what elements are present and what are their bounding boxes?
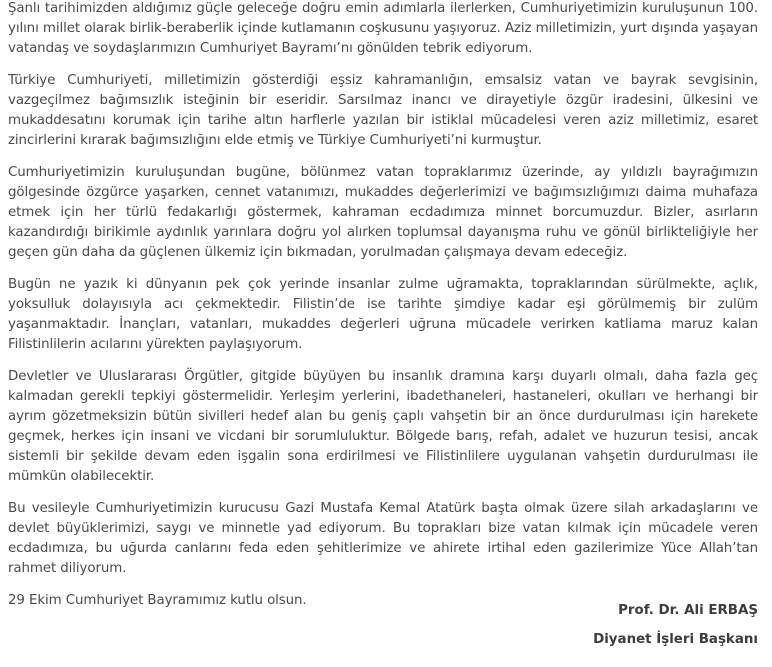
signature-name: Prof. Dr. Ali ERBAŞ [618,603,758,618]
message-paragraph-2: Türkiye Cumhuriyeti, milletimizin gösterdiği eşsiz kahramanlığın, emsalsiz vatan ve bayrak sevgisinin, vazgeçilmez bağımsızlık isteğinin bir eseridir. Sarsılmaz inancı ve dirayetiyle özgür iradesini, ülkesini ve mukaddesatını korumak için tarihe altın harflerle yazılan bir istiklal mücadelesi veren aziz milletimiz, esaret zincirlerini kırarak bağımsızlığını elde etmiş ve Türkiye Cumhuriyeti’ni kurmuştur. [8,73,758,148]
message-paragraph-6: Bu vesileyle Cumhuriyetimizin kurucusu Gazi Mustafa Kemal Atatürk başta olmak üzere silah arkadaşlarını ve devlet büyüklerimizi, saygı ve minnetle yad ediyorum. Bu toprakları bize vatan kılmak için mücadele veren ecdadımıza, bu uğurda canlarını feda eden şehitlerimize ve ahirete irtihal eden gazilerimize Yüce Allah’tan rahmet diliyorum. [8,501,758,576]
message-paragraph-1: Şanlı tarihimizden aldığımız güçle geleceğe doğru emin adımlarla ilerlerken, Cumhuriyetimizin kuruluşunun 100. yılını millet olarak birlik-beraberlik içinde kutlamanın coşkusunu yaşıyoruz. Aziz milletimizin, yurt dışında yaşayan vatandaş ve soydaşlarımızın Cumhuriyet Bayramı’nı gönülden tebrik ediyorum. [8,1,758,56]
signature-block [593,601,758,650]
signature-title: Diyanet İşleri Başkanı [593,632,758,647]
message-body [8,0,758,611]
closing-line: 29 Ekim Cumhuriyet Bayramımız kutlu olsun. [8,593,307,608]
message-paragraph-4: Bugün ne yazık ki dünyanın pek çok yerinde insanlar zulme uğramakta, topraklarından sürülmekte, açlık, yoksulluk dolayısıyla acı çekmektedir. Filistin’de ise tarihte şimdiye kadar eşi görülmemiş bir zulüm yaşanmaktadır. İnançları, vatanları, mukaddes değerleri uğruna mücadele verirken katliama maruz kalan Filistinlilerin acılarını yürekten paylaşıyorum. [8,277,758,352]
message-paragraph-3: Cumhuriyetimizin kuruluşundan bugüne, bölünmez vatan topraklarımız üzerinde, ay yıldızlı bayrağımızın gölgesinde özgürce yaşarken, cennet vatanımızı, mukaddes değerlerimizi ve bağımsızlığımızı daima muhafaza etmek için her türlü fedakarlığı göstermek, kahraman ecdadımıza minnet borcumuzdur. Bizler, asırların kazandırdığı birikimle aydınlık yarınlara doğru yol alırken toplumsal dayanışma ruhu ve gönül birlikteliğiyle her geçen gün daha da güçlenen ülkemiz için bıkmadan, yorulmadan çalışmaya devam edeceğiz. [8,165,758,260]
message-paragraph-5: Devletler ve Uluslararası Örgütler, gitgide büyüyen bu insanlık dramına karşı duyarlı olmalı, daha fazla geç kalmadan gerekli tepkiyi göstermelidir. Yerleşim yerlerini, ibadethaneleri, hastaneleri, okulları ve herhangi bir ayrım gözetmeksizin bütün sivilleri hedef alan bu geniş çaplı vahşetin bir an önce durdurulması için harekete geçmek, herkes için insani ve vicdani bir sorumluluktur. Bölgede barış, refah, adalet ve huzurun tesisi, ancak sistemli bir şekilde devam eden işgalin sona erdirilmesi ve Filistinlilere uygulanan vahşetin durdurulması ile mümkün olabilecektir. [8,369,758,484]
